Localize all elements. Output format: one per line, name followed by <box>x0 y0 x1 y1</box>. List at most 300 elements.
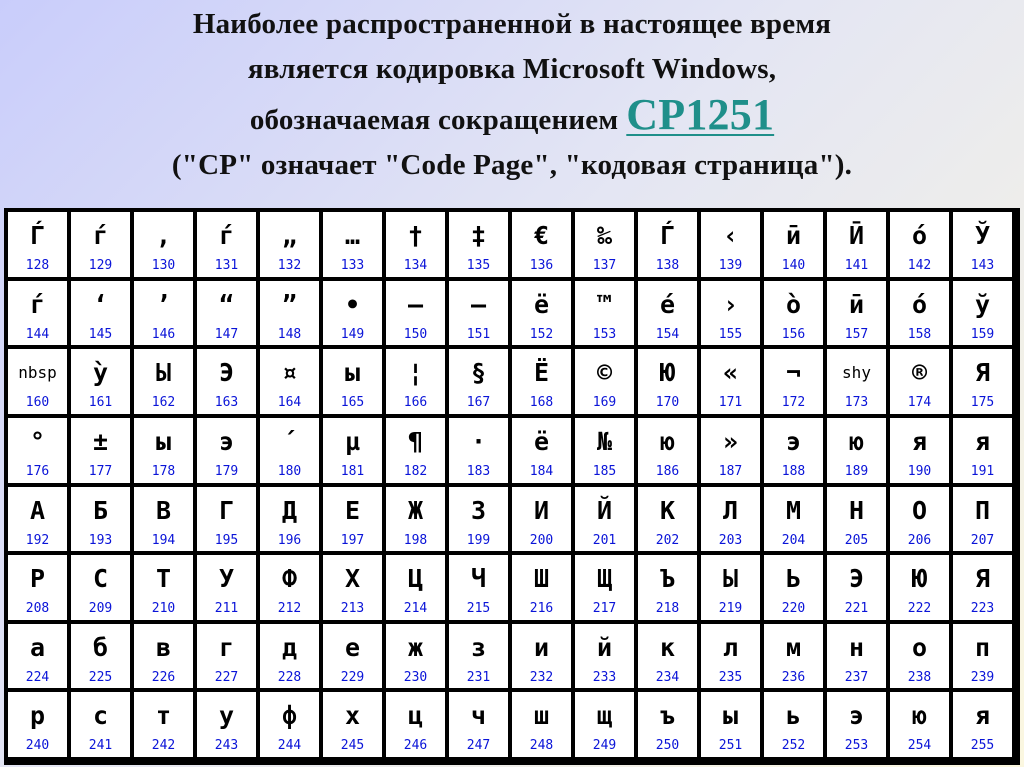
code-cell <box>386 555 445 620</box>
code-cell <box>953 624 1012 689</box>
code-cell <box>701 349 760 414</box>
table-row <box>8 349 1012 414</box>
character-code: 149 <box>340 326 365 342</box>
code-page-table-body <box>8 212 1012 757</box>
table-row <box>8 281 1012 346</box>
character-code: 148 <box>277 326 302 342</box>
character-glyph: ё <box>533 289 550 319</box>
code-cell <box>764 349 823 414</box>
character-glyph: ‰ <box>596 221 613 250</box>
code-cell <box>764 281 823 346</box>
code-cell <box>701 212 760 277</box>
character-code: 182 <box>403 463 428 479</box>
character-code: 236 <box>781 669 806 685</box>
code-cell <box>260 349 319 414</box>
code-cell <box>827 212 886 277</box>
character-code: 244 <box>277 738 302 754</box>
code-cell <box>71 349 130 414</box>
character-glyph: я <box>974 701 991 731</box>
code-cell <box>512 418 571 483</box>
character-code: 214 <box>403 601 428 617</box>
character-code: 203 <box>718 532 743 548</box>
character-code: 193 <box>88 532 113 548</box>
code-cell <box>197 487 256 552</box>
code-cell <box>71 624 130 689</box>
code-cell <box>71 418 130 483</box>
character-glyph: Ъ <box>659 564 676 594</box>
code-cell <box>449 555 508 620</box>
character-code: 128 <box>25 258 50 273</box>
code-cell <box>512 624 571 689</box>
code-cell <box>512 349 571 414</box>
character-code: 172 <box>781 395 806 411</box>
character-glyph: я <box>911 426 928 456</box>
character-glyph: ю <box>848 426 865 456</box>
code-cell <box>512 555 571 620</box>
character-code: 186 <box>655 463 680 479</box>
code-cell <box>953 212 1012 277</box>
character-code: 194 <box>151 532 176 548</box>
code-cell <box>71 212 130 277</box>
code-cell <box>71 487 130 552</box>
character-glyph: ӣ <box>785 221 802 250</box>
code-cell <box>575 418 634 483</box>
code-cell <box>260 624 319 689</box>
code-cell <box>197 349 256 414</box>
code-cell <box>890 624 949 689</box>
character-glyph: ъ <box>659 701 676 731</box>
character-glyph: ‹ <box>722 221 739 250</box>
code-cell <box>827 349 886 414</box>
character-code: 151 <box>466 326 491 342</box>
code-cell <box>134 555 193 620</box>
code-cell <box>638 281 697 346</box>
character-glyph: é <box>659 289 676 319</box>
character-glyph: л <box>722 632 739 662</box>
character-glyph: Ӣ <box>848 221 865 250</box>
character-code: 216 <box>529 601 554 617</box>
character-glyph: ” <box>281 289 298 319</box>
table-row <box>8 555 1012 620</box>
character-code: 213 <box>340 601 365 617</box>
character-code: 245 <box>340 738 365 754</box>
character-glyph: П <box>974 495 991 525</box>
code-cell <box>134 349 193 414</box>
character-code: 183 <box>466 463 491 479</box>
code-cell <box>701 487 760 552</box>
code-cell <box>638 624 697 689</box>
character-glyph: „ <box>281 221 298 250</box>
code-cell <box>323 212 382 277</box>
character-glyph: Г <box>218 495 235 525</box>
code-cell <box>575 349 634 414</box>
character-glyph: Н <box>848 495 865 525</box>
character-glyph: † <box>407 221 424 250</box>
character-code: 234 <box>655 669 680 685</box>
character-glyph: ™ <box>596 289 613 319</box>
character-code: 143 <box>970 258 995 273</box>
character-glyph: Ў <box>974 221 991 250</box>
character-glyph: Ь <box>785 564 802 594</box>
code-cell <box>449 349 508 414</box>
character-glyph: Й <box>596 495 613 525</box>
code-cell <box>701 692 760 757</box>
character-glyph: ò <box>785 289 802 319</box>
character-glyph: р <box>29 701 46 731</box>
character-code: 157 <box>844 326 869 342</box>
character-code: 197 <box>340 532 365 548</box>
code-cell <box>827 555 886 620</box>
character-code: 253 <box>844 738 869 754</box>
code-cell <box>260 418 319 483</box>
code-cell <box>890 212 949 277</box>
character-code: 189 <box>844 463 869 479</box>
character-code: 199 <box>466 532 491 548</box>
character-glyph: § <box>470 358 487 388</box>
character-glyph: е <box>344 632 361 662</box>
code-cell <box>575 624 634 689</box>
character-code: 134 <box>403 258 428 273</box>
character-code: 170 <box>655 395 680 411</box>
character-code: 252 <box>781 738 806 754</box>
character-glyph: И <box>533 495 550 525</box>
character-code: 209 <box>88 601 113 617</box>
character-glyph: п <box>974 632 991 662</box>
character-glyph: ю <box>911 701 928 731</box>
character-code: 237 <box>844 669 869 685</box>
character-glyph: А <box>29 495 46 525</box>
character-glyph: ± <box>92 426 109 456</box>
character-code: 173 <box>844 395 869 411</box>
character-glyph: Ж <box>407 495 424 525</box>
character-code: 251 <box>718 738 743 754</box>
character-code: 138 <box>655 258 680 273</box>
code-cell <box>638 418 697 483</box>
code-cell <box>71 281 130 346</box>
character-glyph: д <box>281 632 298 662</box>
character-glyph: ° <box>29 426 46 456</box>
character-glyph: а <box>29 632 46 662</box>
character-glyph: К <box>659 495 676 525</box>
code-cell <box>575 487 634 552</box>
character-code: 238 <box>907 669 932 685</box>
code-cell <box>197 418 256 483</box>
character-glyph: ы <box>344 358 361 388</box>
cp1251-label: CP1251 <box>626 90 775 139</box>
character-glyph: ѓ <box>92 221 109 250</box>
character-code: 181 <box>340 463 365 479</box>
character-code: 190 <box>907 463 932 479</box>
character-glyph: shy <box>842 363 871 383</box>
character-code: 230 <box>403 669 428 685</box>
character-glyph: Б <box>92 495 109 525</box>
character-glyph: ж <box>407 632 424 662</box>
character-code: 139 <box>718 258 743 273</box>
code-cell <box>197 281 256 346</box>
character-code: 129 <box>88 258 113 273</box>
character-glyph: Т <box>155 564 172 594</box>
character-glyph: “ <box>218 289 235 319</box>
character-code: 204 <box>781 532 806 548</box>
code-cell <box>197 555 256 620</box>
code-cell <box>890 555 949 620</box>
character-code: 184 <box>529 463 554 479</box>
code-cell <box>512 487 571 552</box>
character-code: 195 <box>214 532 239 548</box>
character-glyph: ¬ <box>785 358 802 388</box>
character-glyph: Ѓ <box>659 221 676 250</box>
code-cell <box>8 281 67 346</box>
character-glyph: м <box>785 632 802 662</box>
code-cell <box>638 349 697 414</box>
character-code: 215 <box>466 601 491 617</box>
code-cell <box>638 692 697 757</box>
code-cell <box>638 487 697 552</box>
character-code: 153 <box>592 326 617 342</box>
character-code: 171 <box>718 395 743 411</box>
code-cell <box>323 281 382 346</box>
character-glyph: ¤ <box>281 358 298 388</box>
code-cell <box>323 349 382 414</box>
character-glyph: э <box>785 426 802 456</box>
heading-line-3-text: обозначаемая сокращением <box>249 104 619 136</box>
code-cell <box>8 555 67 620</box>
character-code: 219 <box>718 601 743 617</box>
character-code: 155 <box>718 326 743 342</box>
character-glyph: ‘ <box>92 289 109 319</box>
character-glyph: и <box>533 632 550 662</box>
character-code: 217 <box>592 601 617 617</box>
character-code: 200 <box>529 532 554 548</box>
character-code: 201 <box>592 532 617 548</box>
character-glyph: ч <box>470 701 487 731</box>
character-glyph: Ѓ <box>29 221 46 250</box>
code-cell <box>827 692 886 757</box>
code-cell <box>890 487 949 552</box>
code-cell <box>134 487 193 552</box>
code-cell <box>449 418 508 483</box>
character-code: 233 <box>592 669 617 685</box>
character-glyph: ’ <box>155 289 172 319</box>
code-cell <box>260 212 319 277</box>
code-cell <box>827 624 886 689</box>
code-cell <box>386 624 445 689</box>
code-cell <box>323 418 382 483</box>
character-code: 192 <box>25 532 50 548</box>
character-code: 159 <box>970 326 995 342</box>
code-cell <box>8 212 67 277</box>
character-glyph: ў <box>974 289 991 319</box>
character-code: 174 <box>907 395 932 411</box>
character-code: 196 <box>277 532 302 548</box>
character-code: 225 <box>88 669 113 685</box>
character-glyph: Ч <box>470 564 487 594</box>
character-code: 156 <box>781 326 806 342</box>
code-cell <box>386 418 445 483</box>
character-code: 202 <box>655 532 680 548</box>
character-code: 228 <box>277 669 302 685</box>
code-cell <box>386 281 445 346</box>
slide-heading <box>0 2 1024 188</box>
character-glyph: ‡ <box>470 221 487 250</box>
code-cell <box>890 418 949 483</box>
character-code: 221 <box>844 601 869 617</box>
character-glyph: ь <box>785 701 802 731</box>
character-glyph: ш <box>533 701 550 731</box>
character-code: 169 <box>592 395 617 411</box>
character-code: 191 <box>970 463 995 479</box>
character-glyph: й <box>596 632 613 662</box>
code-cell <box>512 692 571 757</box>
character-code: 239 <box>970 669 995 685</box>
code-cell <box>8 624 67 689</box>
character-glyph: © <box>596 358 613 388</box>
character-code: 223 <box>970 601 995 617</box>
character-code: 212 <box>277 601 302 617</box>
character-code: 249 <box>592 738 617 754</box>
code-cell <box>260 692 319 757</box>
code-cell <box>701 418 760 483</box>
code-cell <box>8 487 67 552</box>
code-cell <box>134 692 193 757</box>
character-glyph: № <box>596 426 613 456</box>
character-glyph: · <box>470 426 487 456</box>
code-cell <box>575 212 634 277</box>
character-glyph: Ы <box>155 358 172 388</box>
character-code: 131 <box>214 258 239 273</box>
character-glyph: — <box>470 289 487 319</box>
code-cell <box>449 487 508 552</box>
code-cell <box>764 624 823 689</box>
table-row <box>8 487 1012 552</box>
character-code: 232 <box>529 669 554 685</box>
character-code: 240 <box>25 738 50 754</box>
code-cell <box>701 624 760 689</box>
character-code: 224 <box>25 669 50 685</box>
code-cell <box>134 212 193 277</box>
character-code: 218 <box>655 601 680 617</box>
character-code: 140 <box>781 258 806 273</box>
code-cell <box>449 281 508 346</box>
character-code: 206 <box>907 532 932 548</box>
character-code: 167 <box>466 395 491 411</box>
character-glyph: в <box>155 632 172 662</box>
heading-line-4: ("CP" означает "Code Page", "кодовая страница"). <box>171 149 853 181</box>
character-code: 185 <box>592 463 617 479</box>
character-code: 205 <box>844 532 869 548</box>
character-code: 177 <box>88 463 113 479</box>
character-glyph: Л <box>722 495 739 525</box>
code-cell <box>8 418 67 483</box>
code-cell <box>512 212 571 277</box>
character-code: 179 <box>214 463 239 479</box>
code-cell <box>260 281 319 346</box>
character-glyph: ỳ <box>92 358 109 388</box>
character-code: 152 <box>529 326 554 342</box>
code-page-table <box>4 208 1020 765</box>
heading-line-1: Наиболее распространенной в настоящее время <box>192 8 832 40</box>
character-glyph: ӣ <box>848 289 865 319</box>
code-cell <box>449 212 508 277</box>
character-code: 235 <box>718 669 743 685</box>
character-code: 133 <box>340 258 365 273</box>
character-glyph: ё <box>533 426 550 456</box>
character-glyph: Ц <box>407 564 424 594</box>
code-cell <box>71 692 130 757</box>
character-code: 168 <box>529 395 554 411</box>
character-code: 141 <box>844 258 869 273</box>
code-cell <box>323 487 382 552</box>
code-cell <box>8 692 67 757</box>
code-cell <box>386 487 445 552</box>
character-code: 198 <box>403 532 428 548</box>
character-code: 150 <box>403 326 428 342</box>
character-glyph: • <box>344 289 361 319</box>
code-cell <box>764 555 823 620</box>
character-glyph: Е <box>344 495 361 525</box>
character-glyph: ы <box>155 426 172 456</box>
code-cell <box>134 281 193 346</box>
character-code: 188 <box>781 463 806 479</box>
character-glyph: к <box>659 632 676 662</box>
code-cell <box>197 212 256 277</box>
code-cell <box>260 555 319 620</box>
code-cell <box>575 281 634 346</box>
code-cell <box>953 555 1012 620</box>
code-cell <box>71 555 130 620</box>
character-code: 231 <box>466 669 491 685</box>
character-code: 165 <box>340 395 365 411</box>
character-glyph: « <box>722 358 739 388</box>
character-code: 144 <box>25 326 50 342</box>
code-cell <box>323 555 382 620</box>
character-glyph: ¶ <box>407 426 424 456</box>
code-cell <box>764 418 823 483</box>
character-glyph: » <box>722 426 739 456</box>
character-code: 255 <box>970 738 995 754</box>
character-glyph: ф <box>281 701 298 731</box>
character-glyph: З <box>470 495 487 525</box>
code-cell <box>323 692 382 757</box>
character-code: 242 <box>151 738 176 754</box>
character-glyph: э <box>218 426 235 456</box>
character-code: 162 <box>151 395 176 411</box>
character-glyph: С <box>92 564 109 594</box>
character-glyph: н <box>848 632 865 662</box>
character-glyph: ® <box>911 358 928 388</box>
heading-line-3 <box>0 92 1024 143</box>
character-glyph: Ш <box>533 564 550 594</box>
code-cell <box>638 555 697 620</box>
code-cell <box>260 487 319 552</box>
code-cell <box>953 349 1012 414</box>
character-code: 145 <box>88 326 113 342</box>
character-glyph: б <box>92 632 109 662</box>
code-cell <box>827 487 886 552</box>
character-glyph: Я <box>974 564 991 594</box>
character-code: 180 <box>277 463 302 479</box>
code-cell <box>197 624 256 689</box>
code-cell <box>449 624 508 689</box>
table-row <box>8 624 1012 689</box>
heading-line-2: является кодировка Microsoft Windows, <box>247 53 777 85</box>
character-glyph: µ <box>344 426 361 456</box>
code-cell <box>134 624 193 689</box>
character-code: 222 <box>907 601 932 617</box>
character-glyph: В <box>155 495 172 525</box>
character-glyph: ц <box>407 701 424 731</box>
character-glyph: М <box>785 495 802 525</box>
